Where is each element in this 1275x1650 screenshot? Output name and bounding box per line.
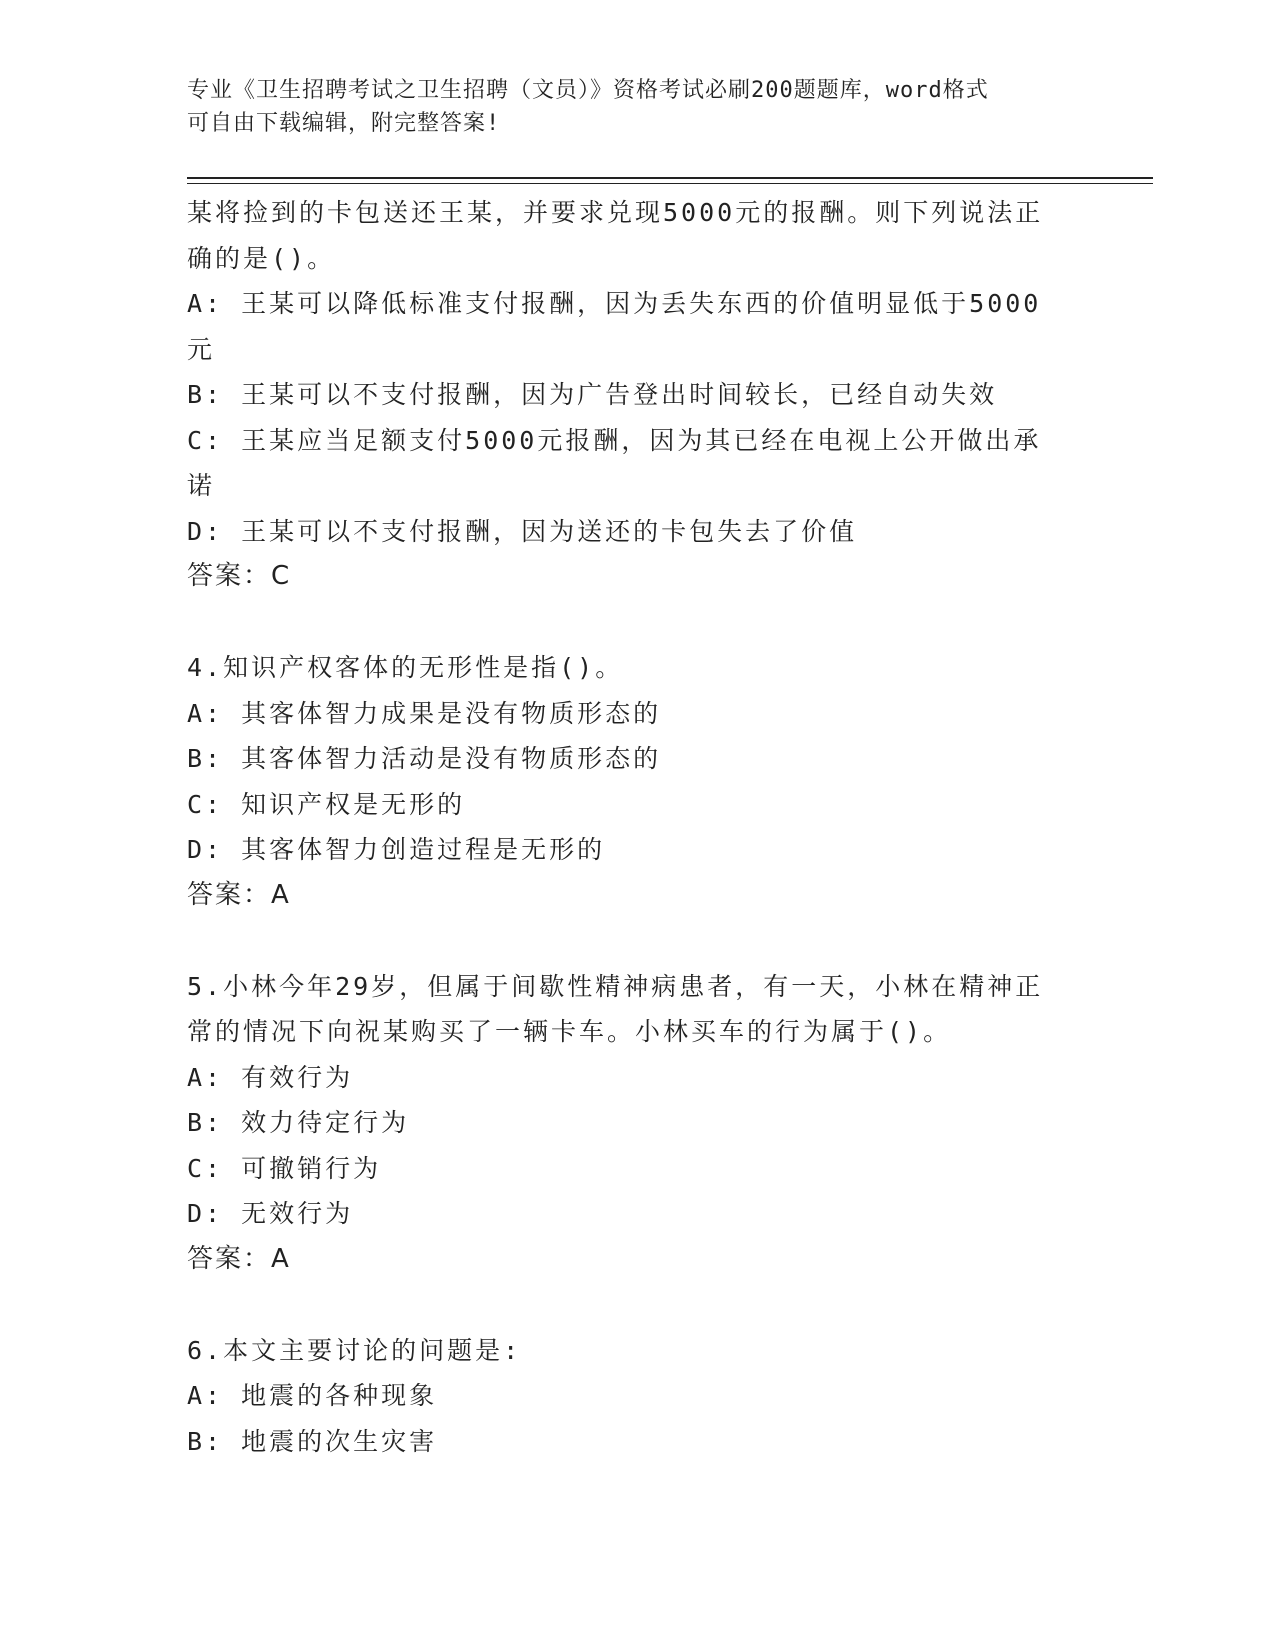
question-list bbox=[187, 190, 1087, 1464]
option-c: C: 可撤销行为 bbox=[187, 1153, 382, 1183]
option-a: A: 有效行为 bbox=[187, 1062, 354, 1092]
option-c: C: 王某应当足额支付5000元报酬，因为其已经在电视上公开做出承 bbox=[187, 425, 1042, 455]
question-stem: 5.小林今年29岁，但属于间歇性精神病患者，有一天，小林在精神正 bbox=[187, 971, 1044, 1001]
header-title-line-2: 可自由下载编辑，附完整答案! bbox=[187, 111, 501, 136]
option-c-continued: 诺 bbox=[187, 471, 216, 500]
question-stem: 6.本文主要讨论的问题是: bbox=[187, 1335, 522, 1365]
option-a: A: 王某可以降低标准支付报酬，因为丢失东西的价值明显低于5000 bbox=[187, 289, 1042, 318]
option-b: B: 其客体智力活动是没有物质形态的 bbox=[187, 744, 662, 773]
option-b: B: 王某可以不支付报酬，因为广告登出时间较长，已经自动失效 bbox=[187, 380, 998, 409]
question-spacer bbox=[187, 1282, 1087, 1328]
header-rule-thick bbox=[187, 177, 1153, 179]
question-spacer bbox=[187, 918, 1087, 964]
question-stem: 4.知识产权客体的无形性是指()。 bbox=[187, 653, 624, 682]
question-spacer bbox=[187, 600, 1087, 646]
option-a: A: 其客体智力成果是没有物质形态的 bbox=[187, 698, 662, 728]
option-d: D: 无效行为 bbox=[187, 1199, 354, 1228]
header-title-line-1: 专业《卫生招聘考试之卫生招聘（文员）》资格考试必刷200题题库，word格式 bbox=[187, 78, 989, 103]
question-5 bbox=[187, 964, 1087, 1283]
option-b: B: 地震的次生灾害 bbox=[187, 1426, 438, 1456]
option-a-continued: 元 bbox=[187, 334, 216, 364]
answer-label: 答案：A bbox=[187, 879, 291, 910]
header-rule-thin bbox=[187, 183, 1153, 184]
answer-label: 答案：A bbox=[187, 1243, 291, 1274]
option-d: D: 王某可以不支付报酬，因为送还的卡包失去了价值 bbox=[187, 516, 858, 546]
question-6 bbox=[187, 1328, 1087, 1465]
document-header bbox=[187, 74, 1067, 140]
question-stem: 确的是()。 bbox=[187, 243, 336, 273]
question-stem: 常的情况下向祝某购买了一辆卡车。小林买车的行为属于()。 bbox=[187, 1017, 952, 1046]
option-c: C: 知识产权是无形的 bbox=[187, 789, 466, 819]
option-b: B: 效力待定行为 bbox=[187, 1108, 410, 1137]
option-d: D: 其客体智力创造过程是无形的 bbox=[187, 835, 606, 864]
question-stem: 某将捡到的卡包送还王某，并要求兑现5000元的报酬。则下列说法正 bbox=[187, 198, 1044, 227]
question-3 bbox=[187, 190, 1087, 600]
answer-label: 答案：C bbox=[187, 561, 292, 591]
question-4 bbox=[187, 645, 1087, 918]
option-a: A: 地震的各种现象 bbox=[187, 1381, 438, 1410]
